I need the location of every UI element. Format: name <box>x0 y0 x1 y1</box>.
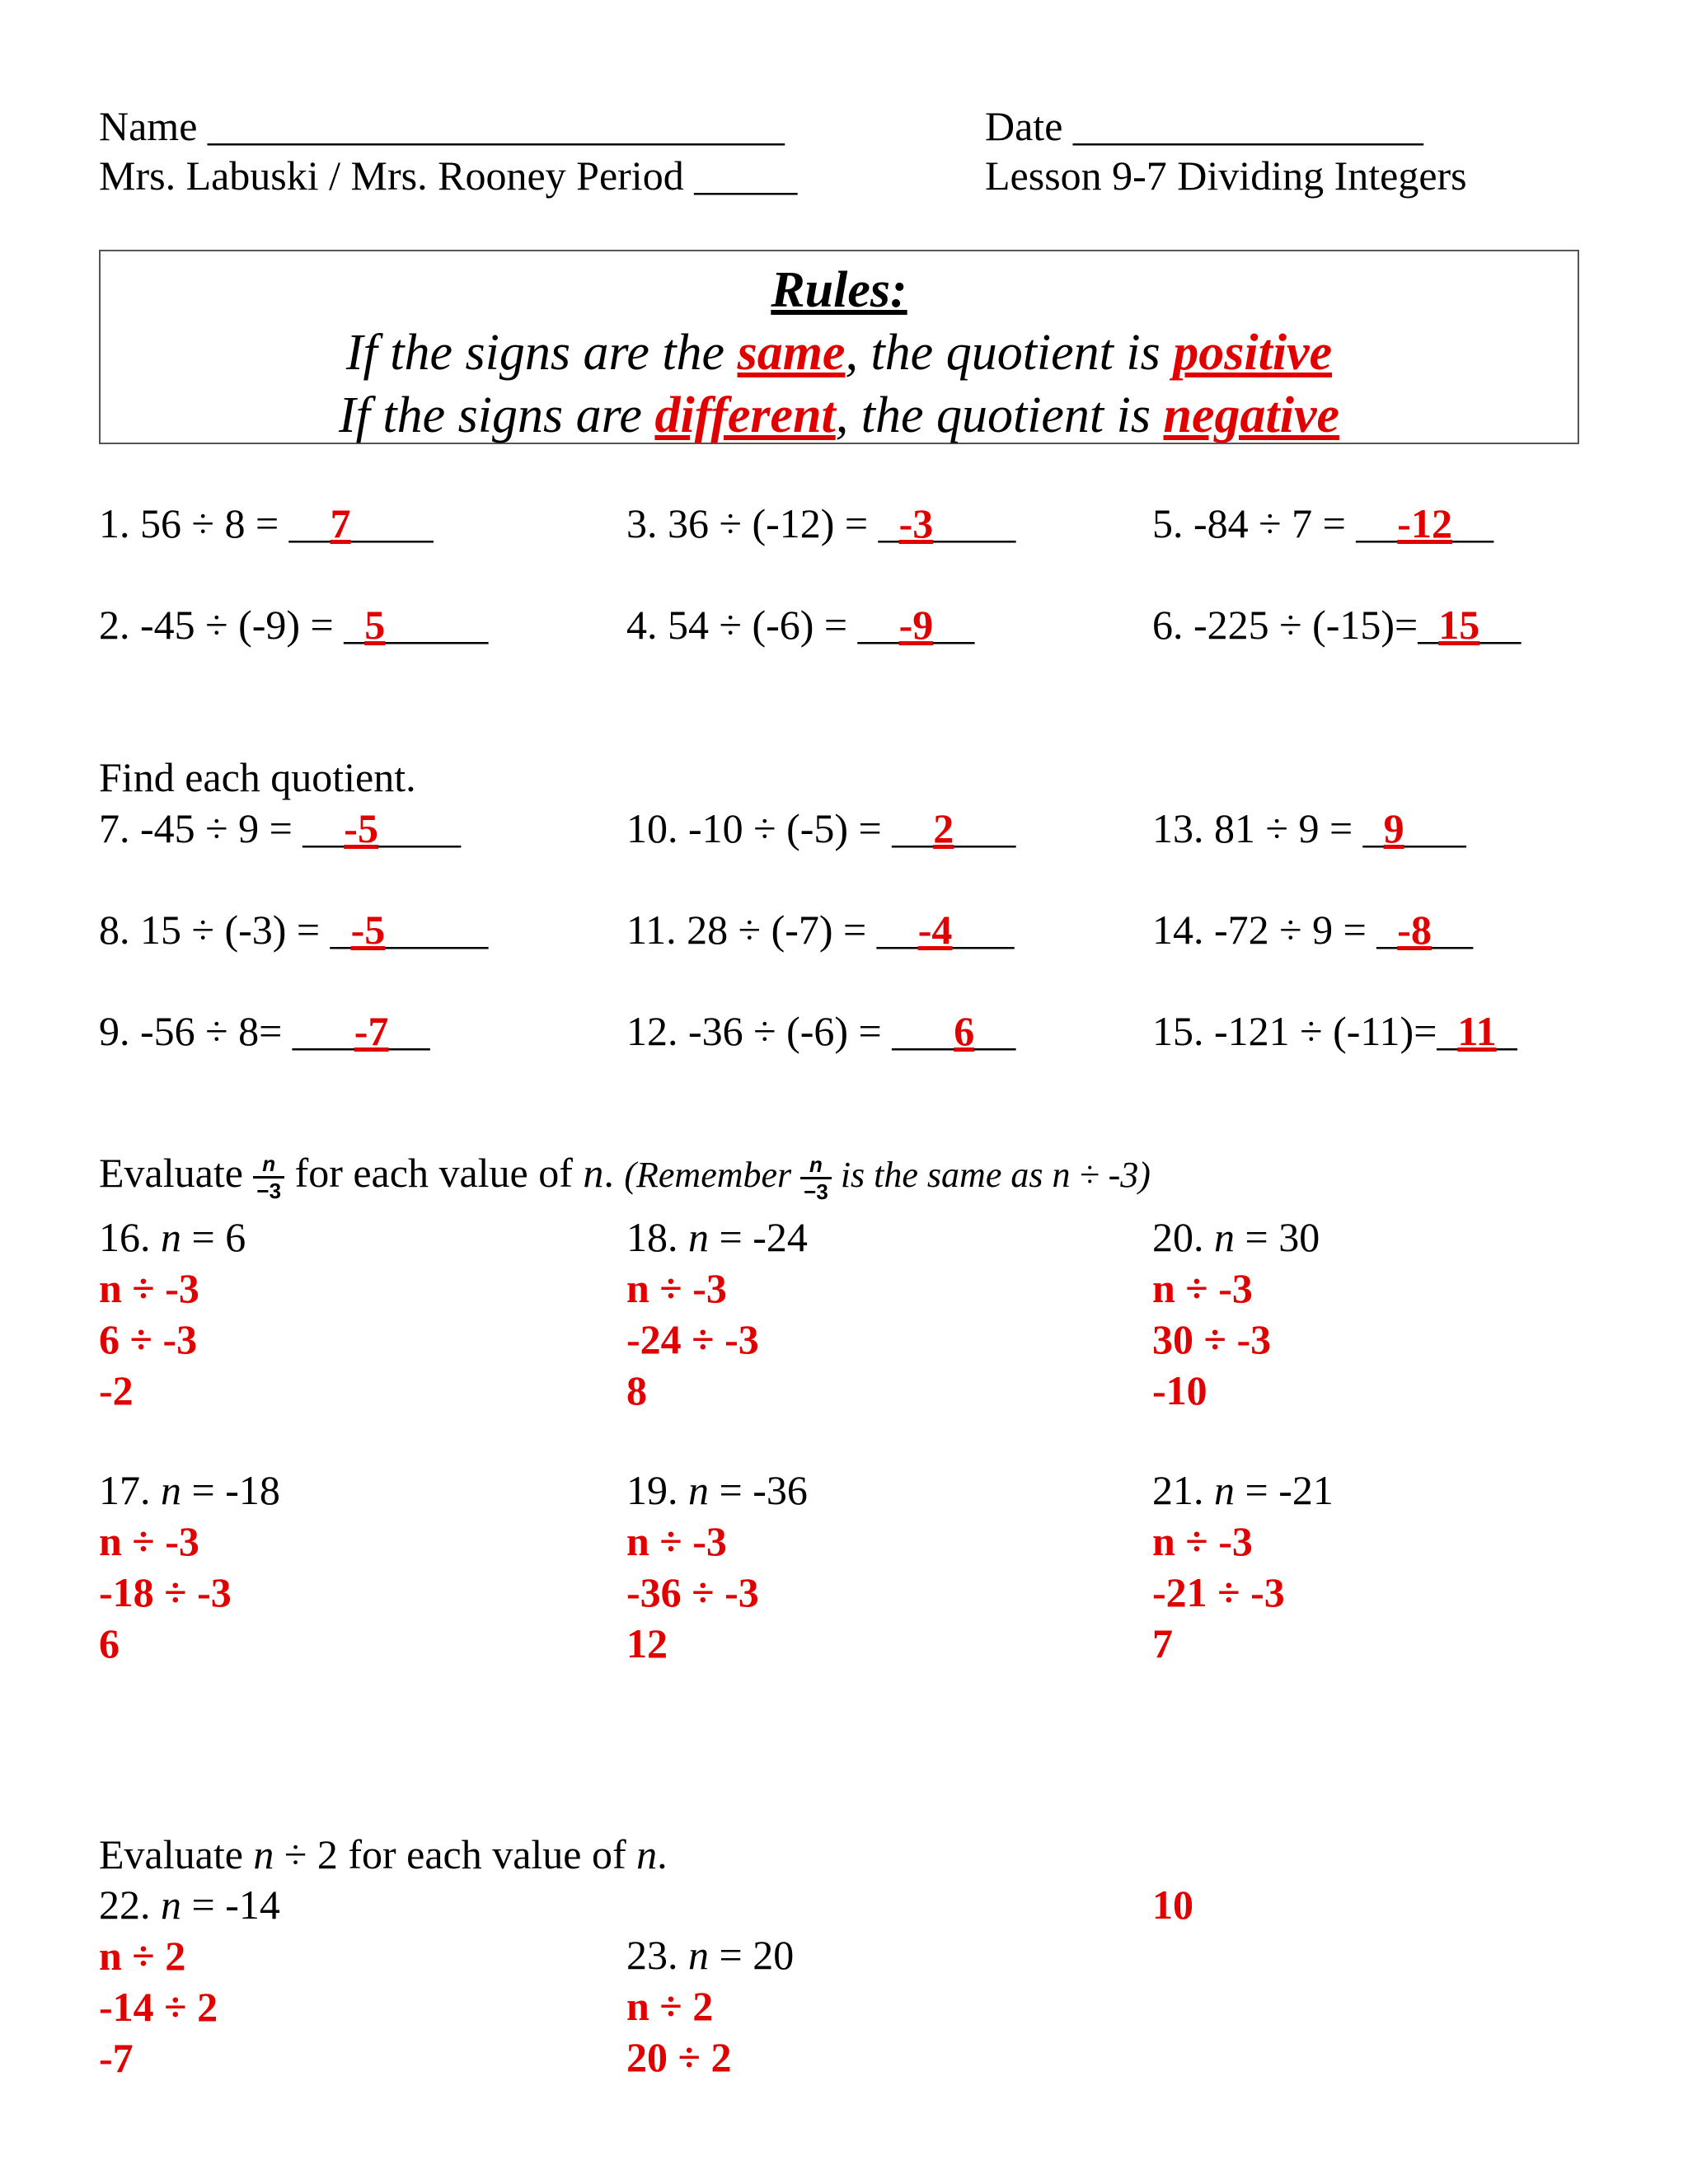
evaluate-fraction-heading: Evaluate $\frac{n}{-3}$ for each value of n. (Remember $\frac{n}{-3}$ is the same as n ÷ -3) <box>99 1150 1151 1205</box>
problem-17: 17. n = -18 n ÷ -3 -18 ÷ -3 6 <box>99 1467 280 1666</box>
rules-title: Rules: <box>771 262 907 318</box>
work-step: -24 ÷ -3 <box>626 1316 759 1362</box>
work-answer: -2 <box>99 1367 134 1413</box>
rule2-text-a: If the signs are <box>338 387 655 443</box>
work-step: n ÷ -3 <box>626 1518 727 1564</box>
period-blank: _____ <box>694 152 798 199</box>
rule1-text-b: , the quotient is <box>845 325 1174 381</box>
answer-7: -5 <box>344 805 378 851</box>
problem-23-answer: 10 <box>1152 1882 1193 1928</box>
fraction-note: $\frac{n}{-3}$ <box>800 1154 832 1202</box>
work-step: n ÷ -3 <box>99 1265 199 1311</box>
name-label: Name <box>99 103 198 149</box>
answer-4: -9 <box>898 602 934 648</box>
problem-4: 4. 54 ÷ (-6) = __-9__ <box>626 602 975 648</box>
name-blank: ____________________________ <box>207 103 785 149</box>
answer-10: 2 <box>933 805 954 851</box>
work-step: n ÷ -3 <box>1152 1265 1253 1311</box>
answer-1: 7 <box>330 500 351 546</box>
rule1-answer-same: same <box>737 325 846 381</box>
date-blank: _________________ <box>1072 103 1423 149</box>
problem-13: 13. 81 ÷ 9 = _9___ <box>1152 805 1466 851</box>
problem-14: 14. -72 ÷ 9 = _-8__ <box>1152 907 1473 953</box>
work-answer: 7 <box>1152 1620 1173 1666</box>
date-line <box>985 105 1423 147</box>
work-step: -14 ÷ 2 <box>99 1984 218 2030</box>
problem-12: 12. -36 ÷ (-6) = ___6__ <box>626 1008 1016 1054</box>
problem-11: 11. 28 ÷ (-7) = __-4___ <box>626 907 1015 953</box>
answer-5: -12 <box>1397 500 1452 546</box>
work-answer: 8 <box>626 1367 647 1413</box>
rule-same-signs <box>101 325 1578 381</box>
work-step: 6 ÷ -3 <box>99 1316 198 1362</box>
problem-3: 3. 36 ÷ (-12) = _-3____ <box>626 500 1016 546</box>
work-answer: 12 <box>626 1620 668 1666</box>
problem-9: 9. -56 ÷ 8= ___-7__ <box>99 1008 430 1054</box>
teacher-line <box>99 152 798 199</box>
answer-6: 15 <box>1438 602 1480 648</box>
problem-19: 19. n = -36 n ÷ -3 -36 ÷ -3 12 <box>626 1467 808 1666</box>
work-answer: 6 <box>99 1620 120 1666</box>
problem-6: 6. -225 ÷ (-15)=_15__ <box>1152 602 1522 648</box>
rule2-answer-different: different <box>654 387 836 443</box>
problem-2: 2. -45 ÷ (-9) = _5_____ <box>99 602 489 648</box>
work-step: -21 ÷ -3 <box>1152 1569 1285 1615</box>
work-answer: -7 <box>99 2035 134 2081</box>
evaluate-divide-2-heading: Evaluate n ÷ 2 for each value of n. <box>99 1831 668 1877</box>
name-line <box>99 105 785 147</box>
answer-3: -3 <box>898 500 934 546</box>
work-answer: -10 <box>1152 1367 1207 1413</box>
rule1-answer-positive: positive <box>1173 325 1333 381</box>
work-step: -18 ÷ -3 <box>99 1569 232 1615</box>
lesson-title: Lesson 9-7 Dividing Integers <box>985 152 1467 199</box>
problem-5: 5. -84 ÷ 7 = __-12__ <box>1152 500 1493 546</box>
date-label: Date <box>985 103 1063 149</box>
teacher-text: Mrs. Labuski / Mrs. Rooney Period <box>99 152 684 199</box>
problem-7: 7. -45 ÷ 9 = __-5____ <box>99 805 461 851</box>
work-step: n ÷ -3 <box>1152 1518 1253 1564</box>
problem-1: 1. 56 ÷ 8 = __7____ <box>99 500 434 546</box>
find-quotient-heading: Find each quotient. <box>99 754 416 800</box>
work-step: n ÷ 2 <box>626 1983 714 2029</box>
rule1-text-a: If the signs are the <box>345 325 738 381</box>
work-step: 30 ÷ -3 <box>1152 1316 1272 1362</box>
problem-21: 21. n = -21 n ÷ -3 -21 ÷ -3 7 <box>1152 1467 1334 1666</box>
work-step: n ÷ -3 <box>99 1518 199 1564</box>
answer-12: 6 <box>954 1008 975 1054</box>
remember-note: (Remember $\frac{n}{-3}$ is the same as n ÷ -3) <box>624 1152 1151 1205</box>
work-step: 20 ÷ 2 <box>626 2034 732 2080</box>
work-step: n ÷ -3 <box>626 1265 727 1311</box>
work-step: n ÷ 2 <box>99 1933 186 1979</box>
problem-8: 8. 15 ÷ (-3) = _-5_____ <box>99 907 489 953</box>
answer-9: -7 <box>354 1008 389 1054</box>
answer-8: -5 <box>350 907 386 953</box>
answer-14: -8 <box>1397 907 1432 953</box>
problem-10: 10. -10 ÷ (-5) = __2___ <box>626 805 1016 851</box>
problem-20: 20. n = 30 n ÷ -3 30 ÷ -3 -10 <box>1152 1214 1320 1413</box>
problem-16: 16. n = 6 n ÷ -3 6 ÷ -3 -2 <box>99 1214 246 1413</box>
fraction-n-over-neg3: $\frac{n}{-3}$ <box>253 1153 284 1202</box>
rule-different-signs <box>101 387 1578 443</box>
answer-15: 11 <box>1457 1008 1497 1054</box>
problem-22: 22. n = -14 n ÷ 2 -14 ÷ 2 -7 <box>99 1882 280 2081</box>
answer-11: -4 <box>917 907 953 953</box>
problem-18: 18. n = -24 n ÷ -3 -24 ÷ -3 8 <box>626 1214 808 1413</box>
problem-15: 15. -121 ÷ (-11)=_11_ <box>1152 1008 1517 1054</box>
rule2-answer-negative: negative <box>1163 387 1340 443</box>
rules-box <box>99 250 1579 444</box>
rule2-text-b: , the quotient is <box>835 387 1164 443</box>
problem-23: 23. n = 20 n ÷ 2 20 ÷ 2 <box>626 1932 795 2080</box>
answer-13: 9 <box>1383 805 1404 851</box>
work-step: -36 ÷ -3 <box>626 1569 759 1615</box>
answer-2: 5 <box>364 602 386 648</box>
